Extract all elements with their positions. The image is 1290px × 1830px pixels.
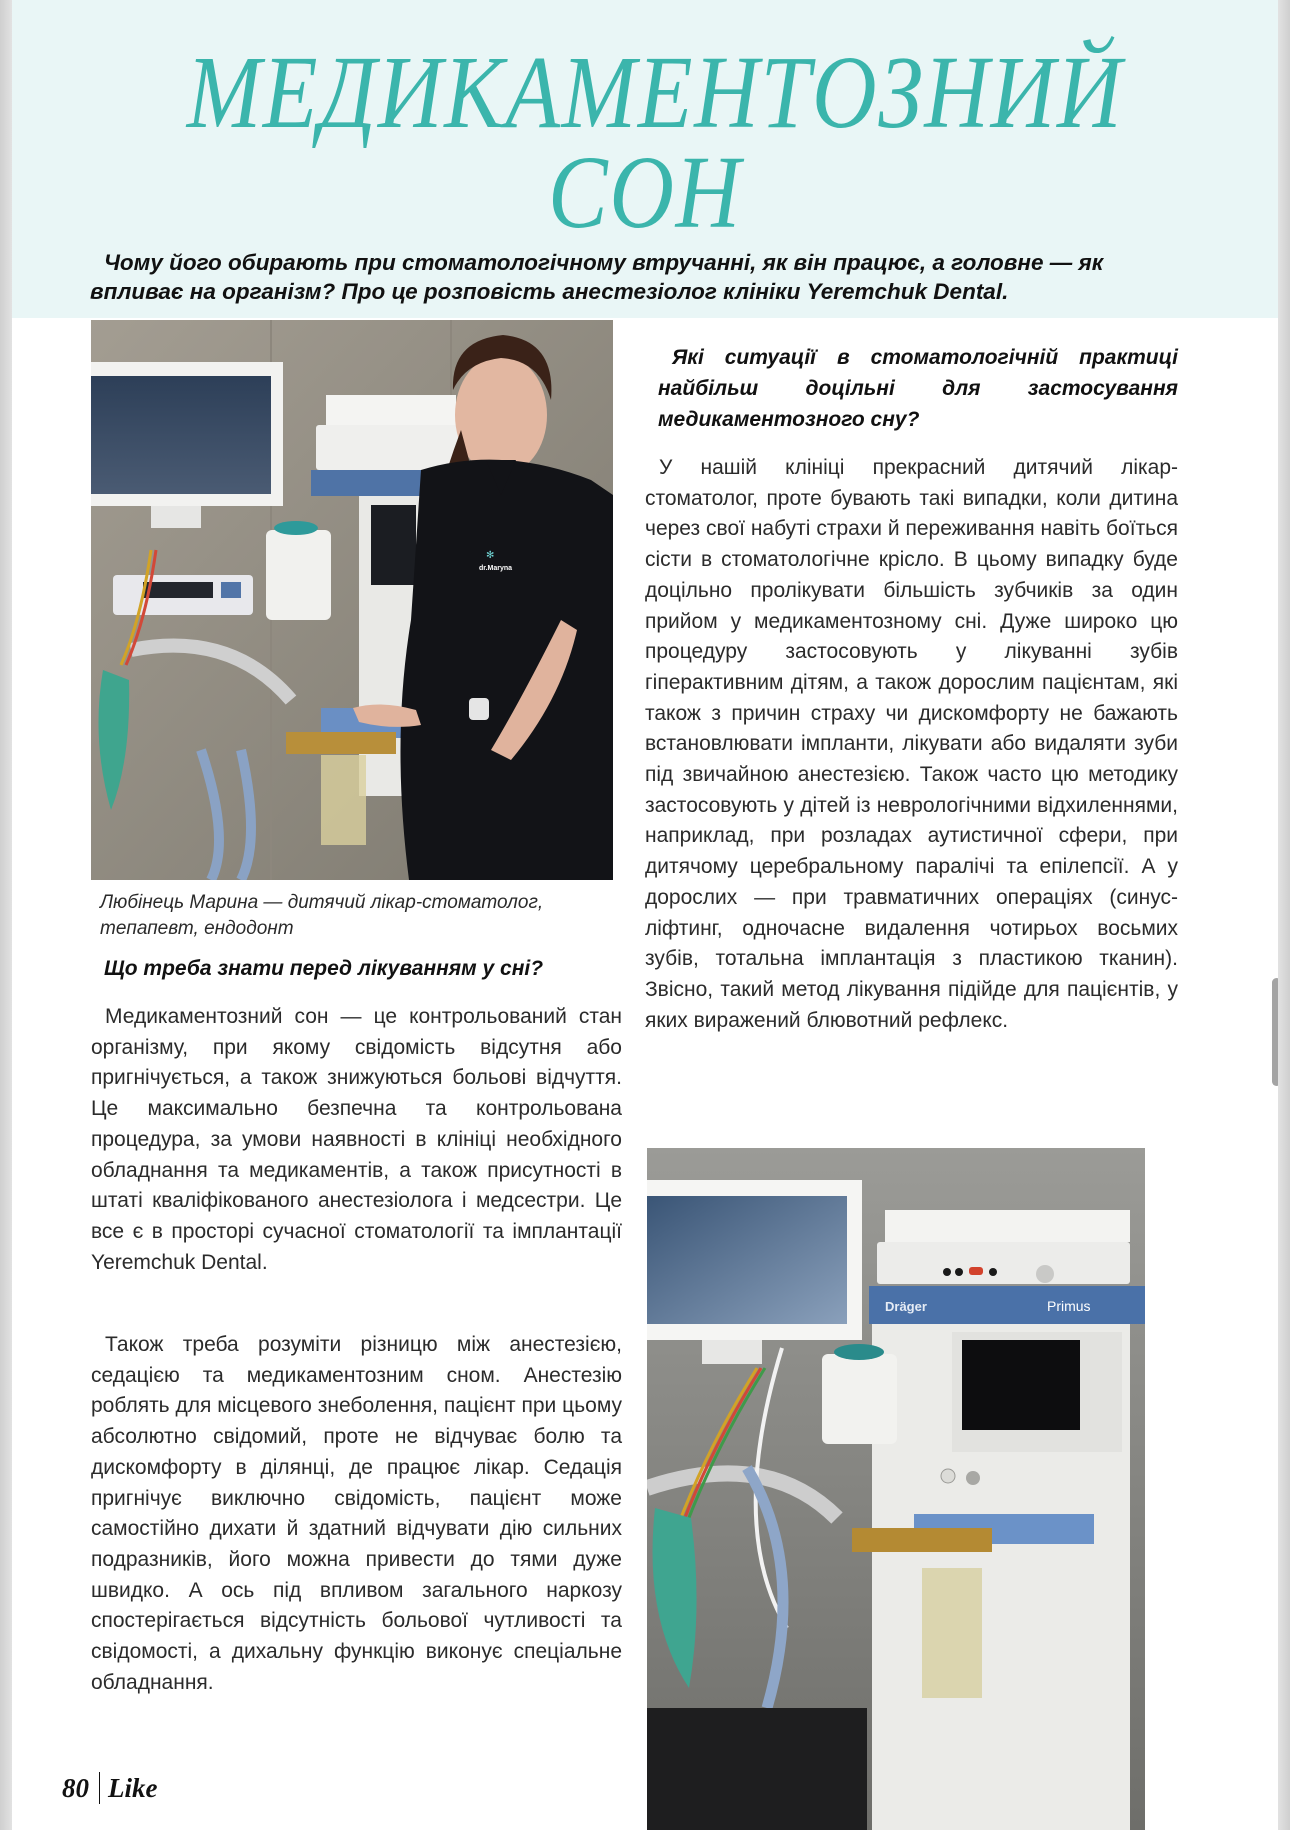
paragraph-situations — [645, 453, 1178, 1036]
photo-anesthesia-machine-icon — [647, 1148, 1145, 1830]
scrollbar-thumb[interactable] — [1272, 978, 1278, 1086]
subheading-what-to-know: Що треба знати перед лікуванням у сні? — [104, 957, 544, 980]
magazine-page — [12, 0, 1278, 1830]
article-intro-text: Чому його обирають при стоматологічному втручанні, як він працює, а головне — як впливає на організм? Про це розповість анестезіолог клініки Yeremchuk Dental. — [90, 250, 1104, 304]
viewer-gutter-right — [1278, 0, 1290, 1830]
drager-label: Dräger — [885, 1299, 927, 1314]
paragraph-situations-text: У нашій клініці прекрасний дитячий лікар-стоматолог, проте бувають такі випадки, коли дитина через свої набуті страхи й переживання навіть боїться сісти в стоматологічне крісло. В цьому випадку буде доцільно пролікувати більшість зубчиків за один прийом у медикаментозному сні. Дуже широко цю процедуру застосовують у лікуванні зубів гіперактивним дітям, а також дорослим пацієнтам, які також з причин страху чи дискомфорту не бажають встановлювати імпланти, лікувати або видаляти зуби під звичайною анестезією. Також часто цю методику застосовують у дітей із неврологічними відхиленнями, наприклад, при розладах аутистичної сфери, при дитячому церебральному паралічі та епілепсії. А у дорослих — при травматичних операціях (синус-ліфтинг, одночасне видалення чотирьох восьмих зубів, тотальна імплантація з пластикою тканин). Звісно, такий метод лікування підійде для пацієнтів, у яких виражений блювотний рефлекс. — [645, 456, 1178, 1032]
photo-doctor-with-anesthesia-machine-icon — [91, 320, 613, 880]
article-title-line-1: МЕДИКАМЕНТОЗНИЙ — [186, 35, 1124, 150]
viewer-gutter-left — [0, 0, 12, 1830]
photo-anesthesia-machine — [647, 1148, 1145, 1830]
subheading-situations — [658, 342, 1178, 435]
paragraph-difference — [91, 1330, 622, 1698]
paragraph-definition-text: Медикаментозний сон — це контрольований стан організму, при якому свідомість відсутня або пригнічується, а також знижуються больові відчуття. Це максимально безпечна та контрольована процедура, за умови наявності в клініці необхідного обладнання та медикаментів, а також присутності в штаті кваліфікованого анестезіолога і медсестри. Це все є в просторі сучасної стоматології та імплантації Yeremchuk Dental. — [91, 1005, 622, 1274]
primus-label: Primus — [1047, 1298, 1091, 1314]
paragraph-definition — [91, 1002, 622, 1278]
page-number: 80 — [62, 1773, 89, 1803]
page-footer — [62, 1770, 157, 1806]
magazine-name: Like — [108, 1773, 158, 1803]
footer-separator — [99, 1772, 100, 1804]
photo-doctor — [91, 320, 613, 880]
article-intro — [90, 248, 1200, 306]
article-title-line-2: СОН — [547, 135, 742, 250]
paragraph-difference-text: Також треба розуміти різницю між анестезією, седацією та медикаментозним сном. Анестезію роблять для місцевого знеболення, пацієнт при цьому абсолютно свідомий, проте не відчуває болю та дискомфорту в ділянці, де працює лікар. Седація пригнічує виключно свідомість, пацієнт може самостійно дихати й здатний відчувати дію сильних подразників, його можна привести до тями дуже швидко. А ось під впливом загального наркозу спостерігається відсутність больової чутливості та свідомості, а дихальну функцію виконує спеціальне обладнання. — [91, 1333, 622, 1694]
subheading-situations-text: Які ситуації в стоматологічній практиці найбільш доцільні для застосування медикаментозного сну? — [658, 346, 1178, 431]
photo-caption: Любінець Марина — дитячий лікар-стоматолог, тепапевт, ендодонт — [100, 892, 544, 939]
svg-text:✻: ✻ — [486, 550, 495, 561]
svg-text:dr.Maryna: dr.Maryna — [479, 565, 513, 572]
